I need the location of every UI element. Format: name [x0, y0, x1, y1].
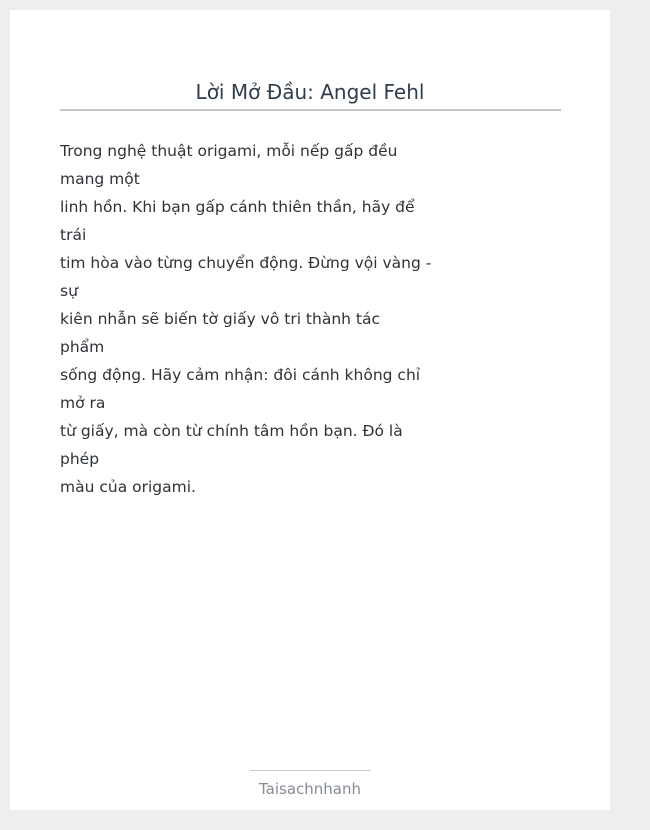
body-line: mang một: [60, 170, 140, 188]
body-line: Trong nghệ thuật origami, mỗi nếp gấp đều: [60, 142, 398, 160]
body-line: kiên nhẫn sẽ biến tờ giấy vô tri thành tác: [60, 310, 381, 328]
body-line: sự: [60, 282, 78, 300]
body-line: tim hòa vào từng chuyển động. Đừng vội vàng -: [60, 254, 432, 272]
body-paragraph: [60, 137, 432, 501]
footer-source: Taisachnhanh: [258, 780, 362, 798]
title-divider: [60, 109, 561, 111]
footer-divider: [250, 770, 371, 771]
body-line: linh hồn. Khi bạn gấp cánh thiên thần, hãy để: [60, 198, 415, 216]
body-line: phép: [60, 450, 100, 468]
body-line: trái: [60, 226, 87, 244]
body-line: từ giấy, mà còn từ chính tâm hồn bạn. Đó là: [60, 422, 403, 440]
body-line: sống động. Hãy cảm nhận: đôi cánh không chỉ: [60, 366, 421, 384]
body-line: phẩm: [60, 338, 105, 356]
document-page: [10, 10, 610, 810]
body-line: mở ra: [60, 394, 106, 412]
body-line: màu của origami.: [60, 478, 196, 496]
page-title: Lời Mở Đầu: Angel Fehl: [195, 80, 425, 104]
